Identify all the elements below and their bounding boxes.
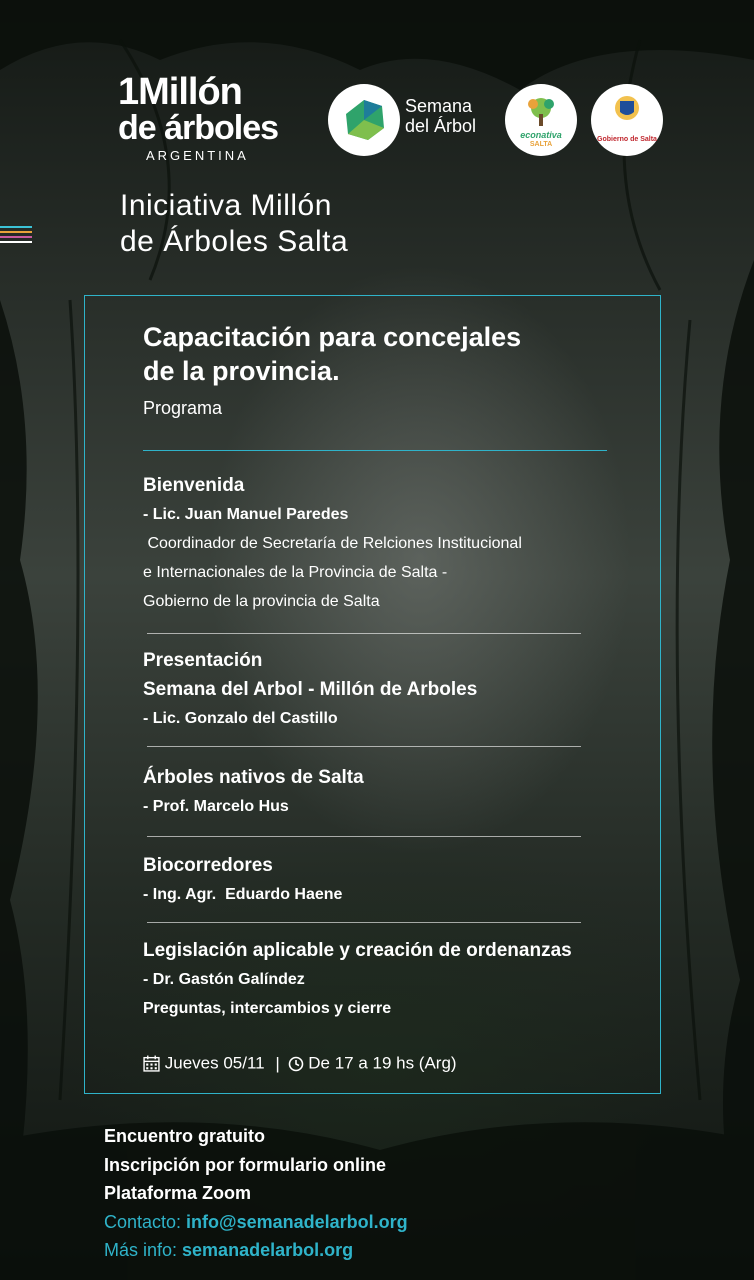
card-subtitle: Programa bbox=[143, 398, 223, 418]
program-item-biocorredores bbox=[143, 851, 613, 909]
program-item-arboles-nativos bbox=[143, 763, 613, 821]
footer-registration: Inscripción por formulario online bbox=[104, 1154, 387, 1175]
item-separator bbox=[147, 922, 581, 923]
leaf-icon bbox=[328, 84, 400, 156]
footer-platform: Plataforma Zoom bbox=[104, 1183, 252, 1203]
schedule-date: Jueves 05/11 bbox=[164, 1053, 265, 1073]
schedule bbox=[143, 1050, 457, 1077]
card-title-line-2: de la provincia. bbox=[143, 356, 340, 386]
clock-icon bbox=[288, 1056, 304, 1072]
item-speaker: - Ing. Agr. Eduardo Haene bbox=[143, 886, 343, 903]
semana-line-1: Semana bbox=[405, 96, 473, 116]
shield-icon bbox=[591, 84, 663, 156]
econativa-label: econativa bbox=[520, 130, 562, 140]
logo-line-2: de árboles bbox=[118, 109, 279, 147]
item-speaker: - Lic. Juan Manuel Paredes bbox=[143, 506, 349, 523]
logo-line-3: ARGENTINA bbox=[146, 148, 249, 163]
item-separator bbox=[147, 633, 581, 634]
item-separator bbox=[147, 746, 581, 747]
econativa-sub: SALTA bbox=[529, 141, 553, 148]
website-link[interactable]: semanadelarbol.org bbox=[182, 1240, 354, 1260]
gobierno-de-salta-logo bbox=[591, 84, 663, 156]
footer-info bbox=[104, 1122, 408, 1265]
item-heading: Bienvenida bbox=[143, 475, 245, 496]
item-heading: Semana del Arbol - Millón de Arboles bbox=[143, 679, 478, 700]
program-item-legislacion bbox=[143, 936, 613, 1023]
item-speaker: - Dr. Gastón Galíndez bbox=[143, 971, 305, 988]
program-card-header bbox=[143, 320, 623, 419]
item-description: e Internacionales de la Provincia de Salta - bbox=[143, 564, 448, 581]
footer-free: Encuentro gratuito bbox=[104, 1126, 265, 1146]
schedule-time: De 17 a 19 hs (Arg) bbox=[308, 1053, 457, 1073]
card-title-line-1: Capacitación para concejales bbox=[143, 322, 522, 352]
program-item-bienvenida bbox=[143, 471, 613, 616]
semana-del-arbol-wordmark bbox=[405, 96, 476, 136]
program-item-presentacion bbox=[143, 646, 613, 733]
contact-label: Contacto: bbox=[104, 1211, 187, 1232]
footer-contact bbox=[104, 1208, 408, 1237]
item-description: Gobierno de la provincia de Salta bbox=[143, 593, 380, 610]
item-heading: Presentación bbox=[143, 650, 263, 671]
logo-line-1: 1Millón bbox=[118, 71, 242, 113]
semana-del-arbol-logo bbox=[328, 84, 400, 156]
semana-line-2: del Árbol bbox=[405, 116, 477, 136]
card-title bbox=[143, 320, 623, 388]
initiative-line-2: de Árboles Salta bbox=[120, 225, 349, 258]
millon-de-arboles-logo bbox=[118, 72, 298, 163]
more-info-label: Más info: bbox=[104, 1240, 183, 1260]
contact-email-link[interactable]: info@semanadelarbol.org bbox=[186, 1211, 408, 1232]
schedule-separator: | bbox=[275, 1053, 280, 1073]
item-speaker: - Lic. Gonzalo del Castillo bbox=[143, 710, 338, 727]
item-heading: Biocorredores bbox=[143, 855, 273, 876]
initiative-line-1: Iniciativa Millón bbox=[120, 189, 332, 222]
item-description: Coordinador de Secretaría de Relciones Institucional bbox=[143, 535, 522, 552]
item-closing: Preguntas, intercambios y cierre bbox=[143, 1000, 392, 1017]
item-heading: Legislación aplicable y creación de ordenanzas bbox=[143, 940, 572, 961]
item-speaker: - Prof. Marcelo Hus bbox=[143, 798, 289, 815]
item-heading: Árboles nativos de Salta bbox=[143, 767, 364, 788]
calendar-icon bbox=[143, 1055, 160, 1072]
initiative-heading bbox=[120, 188, 348, 260]
gobierno-label: Gobierno de Salta bbox=[597, 136, 657, 143]
card-divider bbox=[143, 450, 607, 451]
color-stripes bbox=[0, 226, 32, 246]
econativa-logo bbox=[505, 84, 577, 156]
item-separator bbox=[147, 836, 581, 837]
footer-more-info bbox=[104, 1236, 408, 1265]
